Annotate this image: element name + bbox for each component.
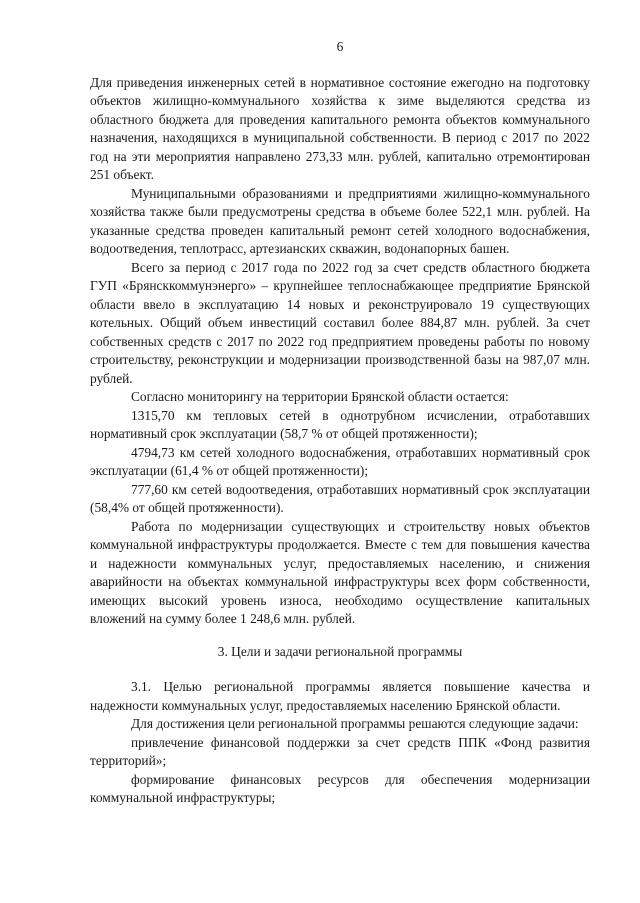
paragraph: Для достижения цели региональной программы решаются следующие задачи: xyxy=(131,716,579,731)
list-item: формирование финансовых ресурсов для обеспечения модернизации коммунальной инфраструктуры; xyxy=(90,771,590,805)
paragraph: 3.1. Целью региональной программы является повышение качества и надежности коммунальных услуг, предоставляемых населению Брянской области. xyxy=(90,679,590,713)
paragraph: Согласно мониторингу на территории Брянской области остается: xyxy=(131,389,509,404)
section-heading: 3. Цели и задачи региональной программы xyxy=(217,643,463,659)
paragraph: Муниципальными образованиями и предприятиями жилищно-коммунального хозяйства также были предусмотрены средства в объеме более 522,1 млн. рублей. На указанные средства проведен капитальный ремонт сетей холодного водоснабжения, водоотведения, теплотрасс, артезианских скважин, водонапорных башен. xyxy=(90,185,590,256)
paragraph: Работа по модернизации существующих и строительству новых объектов коммунальной инфраструктуры продолжается. Вместе с тем для повышения качества и надежности коммунальных услуг, предоставляемых населению, и снижения аварийности на объектах коммунальной инфраструктуры всех форм собственности, имеющих высокий уровень износа, необходимо осуществление капитальных вложений на сумму более 1 248,6 млн. рублей. xyxy=(90,518,590,626)
paragraph: Для приведения инженерных сетей в нормативное состояние ежегодно на подготовку объектов жилищно-коммунального хозяйства к зиме выделяются средства из областного бюджета для проведения капитального ремонта объектов коммунального назначения, находящихся в муниципальной собственности. В период с 2017 по 2022 год на эти мероприятия направлено 273,33 млн. рублей, капитально отремонтирован 251 объект. xyxy=(90,74,590,182)
list-item: 1315,70 км тепловых сетей в однотрубном исчислении, отработавших нормативный срок эксплуатации (58,7 % от общей протяженности); xyxy=(90,407,590,441)
list-item: 777,60 км сетей водоотведения, отработавших нормативный срок эксплуатации (58,4% от общей протяженности). xyxy=(90,481,590,515)
intro-section xyxy=(90,74,590,629)
list-item: привлечение финансовой поддержки за счет средств ППК «Фонд развития территорий»; xyxy=(90,734,590,768)
goals-section xyxy=(90,678,590,808)
paragraph: Всего за период с 2017 года по 2022 год за счет средств областного бюджета ГУП «Брянсккоммунэнерго» – крупнейшее теплоснабжающее предприятие Брянской области ввело в эксплуатацию 14 новых и реконструировало 19 существующих котельных. Общий объем инвестиций составил более 884,87 млн. рублей. За счет собственных средств с 2017 по 2022 год предприятием проведены работы по новому строительству, реконструкции и модернизации производственной базы на 987,07 млн. рублей. xyxy=(90,259,590,386)
list-item: 4794,73 км сетей холодного водоснабжения, отработавших нормативный срок эксплуатации (61,4 % от общей протяженности); xyxy=(90,444,590,478)
page-number: 6 xyxy=(336,39,344,54)
